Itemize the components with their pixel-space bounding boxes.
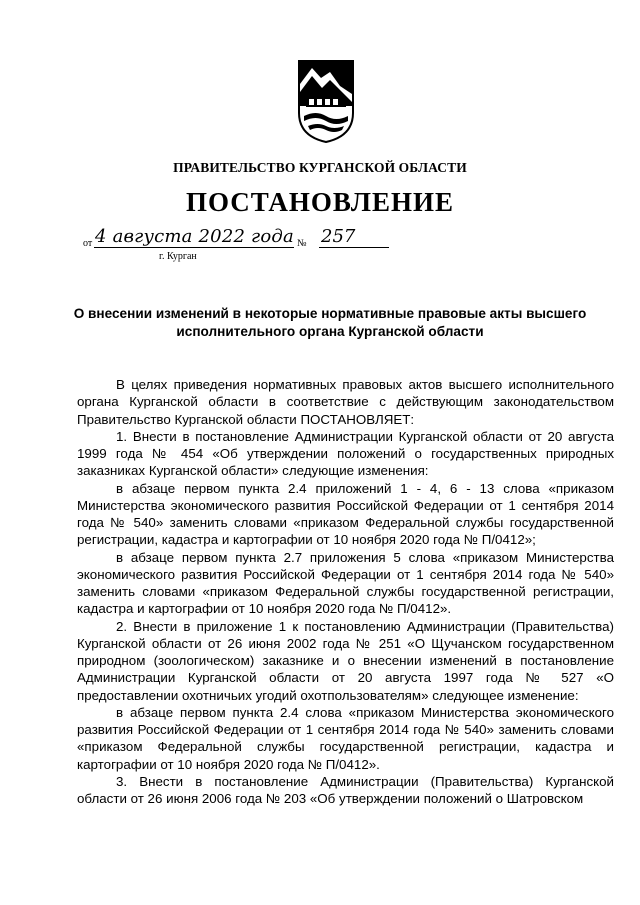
document-body: [77, 376, 614, 807]
paragraph: 2. Внести в приложение 1 к постановлению Администрации (Правительства) Курганской области от 26 июня 2002 года № 251 «О Щучанском государственном природном (зоологическом) заказнике и о внесении изменений в постановление Администрации Курганской области от 20 августа 1997 года № 527 «О предоставлении охотничьих угодий охотпользователям» следующее изменение:: [77, 618, 614, 703]
document-title: О внесении изменений в некоторые нормативные правовые акты высшего исполнительного органа Курганской области: [73, 306, 587, 339]
paragraph: в абзаце первом пункта 2.7 приложения 5 слова «приказом Министерства экономического развития Российской Федерации от 1 сентября 2014 года № 540» заменить словами «приказом Федеральной службы государственной регистрации, кадастра и картографии от 10 ноября 2020 года № П/0412».: [77, 549, 614, 617]
paragraph: В целях приведения нормативных правовых актов высшего исполнительного органа Курганской области в соответствие с действующим законодательством Правительство Курганской области ПОСТАНОВЛЯЕТ:: [77, 377, 614, 427]
date-underline: [94, 247, 294, 248]
city: г. Курган: [159, 251, 197, 262]
paragraph: 3. Внести в постановление Администрации (Правительства) Курганской области от 26 июня 2006 года № 203 «Об утверждении положений о Шатровском: [77, 773, 614, 806]
document-type: ПОСТАНОВЛЕНИЕ: [185, 187, 455, 217]
paragraph: в абзаце первом пункта 2.4 слова «приказом Министерства экономического развития Российской Федерации от 1 сентября 2014 года № 540» заменить словами «приказом Федеральной службы государственной регистрации, кадастра и картографии от 10 ноября 2020 года № П/0412».: [77, 704, 614, 772]
paragraph: в абзаце первом пункта 2.4 приложений 1 - 4, 6 - 13 слова «приказом Министерства экономического развития Российской Федерации от 1 сентября 2014 года № 540» заменить словами «приказом Федеральной службы государственной регистрации, кадастра и картографии от 10 ноября 2020 года № П/0412»;: [77, 480, 614, 548]
date-prefix: от: [83, 238, 93, 249]
number-prefix: №: [297, 238, 307, 249]
kurgan-coat-of-arms-icon: [296, 58, 356, 144]
government-name: ПРАВИТЕЛЬСТВО КУРГАНСКОЙ ОБЛАСТИ: [173, 160, 467, 175]
number-underline: [319, 247, 389, 248]
handwritten-number: 257: [321, 226, 356, 247]
paragraph: 1. Внести в постановление Администрации Курганской области от 20 августа 1999 года № 454 «Об утверждении положений о государственных природных заказниках Курганской области» следующие изменения:: [77, 428, 614, 479]
handwritten-date: 4 августа 2022 года: [95, 226, 294, 247]
document-meta: [83, 228, 383, 268]
